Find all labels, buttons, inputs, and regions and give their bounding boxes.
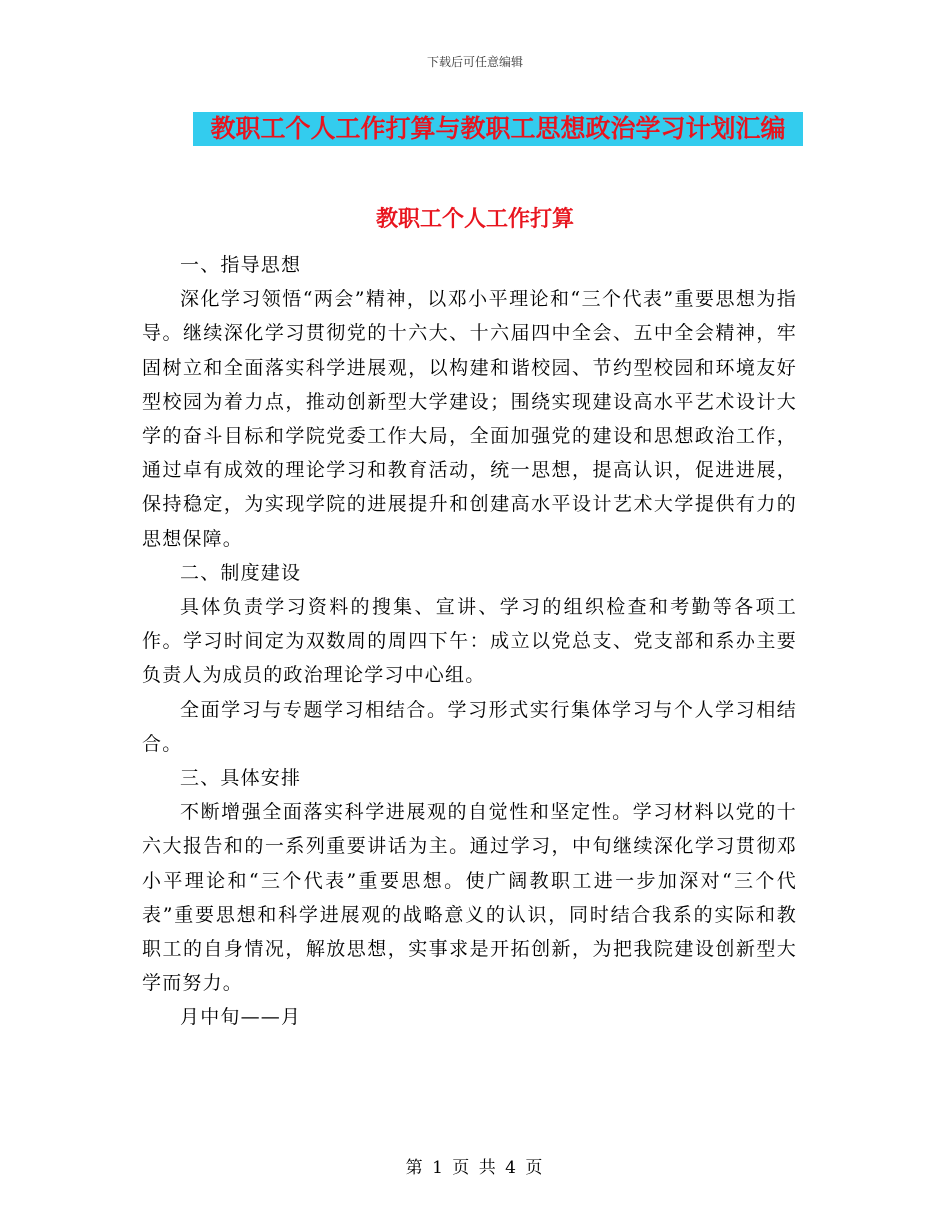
header-note: 下载后可任意编辑 — [426, 55, 523, 69]
paragraph-guiding-ideology: 深化学习领悟“两会”精神，以邓小平理论和“三个代表”重要思想为指导。继续深化学习贯彻党的十六大、十六届四中全会、五中全会精神，牢固树立和全面落实科学进展观，以构建和谐校园、节约型校园和环境友好型校园为着力点，推动创新型大学建设；围绕实现建设高水平艺术设计大学的奋斗目标和学院党委工作大局，全面加强党的建设和思想政治工作，通过卓有成效的理论学习和教育活动，统一思想，提高认识，促进进展，保持稳定，为实现学院的进展提升和创建高水平设计艺术大学提供有力的思想保障。 — [142, 288, 797, 550]
paragraph-arrangements: 不断增强全面落实科学进展观的自觉性和坚定性。学习材料以党的十六大报告和的一系列重要讲话为主。通过学习，中旬继续深化学习贯彻邓小平理论和“三个代表”重要思想。使广阔教职工进一步加深对“三个代表”重要思想和科学进展观的战略意义的认识，同时结合我系的实际和教职工的自身情况，解放思想，实事求是开拓创新，为把我院建设创新型大学而努力。 — [142, 801, 797, 995]
section-title: 教职工个人工作打算 — [375, 206, 574, 232]
paragraph-study-format: 全面学习与专题学习相结合。学习形式实行集体学习与个人学习相结合。 — [142, 698, 797, 755]
paragraph-study-organization: 具体负责学习资料的搜集、宣讲、学习的组织检查和考勤等各项工作。学习时间定为双数周的周四下午：成立以党总支、党支部和系办主要负责人为成员的政治理论学习中心组。 — [142, 596, 797, 687]
heading-specific-arrangements: 三、具体安排 — [180, 767, 302, 790]
document-body — [142, 248, 797, 1035]
paragraph-schedule: 月中旬——月 — [180, 1006, 302, 1029]
document-title: 教职工个人工作打算与教职工思想政治学习计划汇编 — [193, 112, 803, 146]
heading-guiding-ideology: 一、指导思想 — [180, 254, 302, 276]
heading-system-building: 二、制度建设 — [180, 561, 302, 584]
page-footer: 第 1 页 共 4 页 — [405, 1158, 545, 1178]
